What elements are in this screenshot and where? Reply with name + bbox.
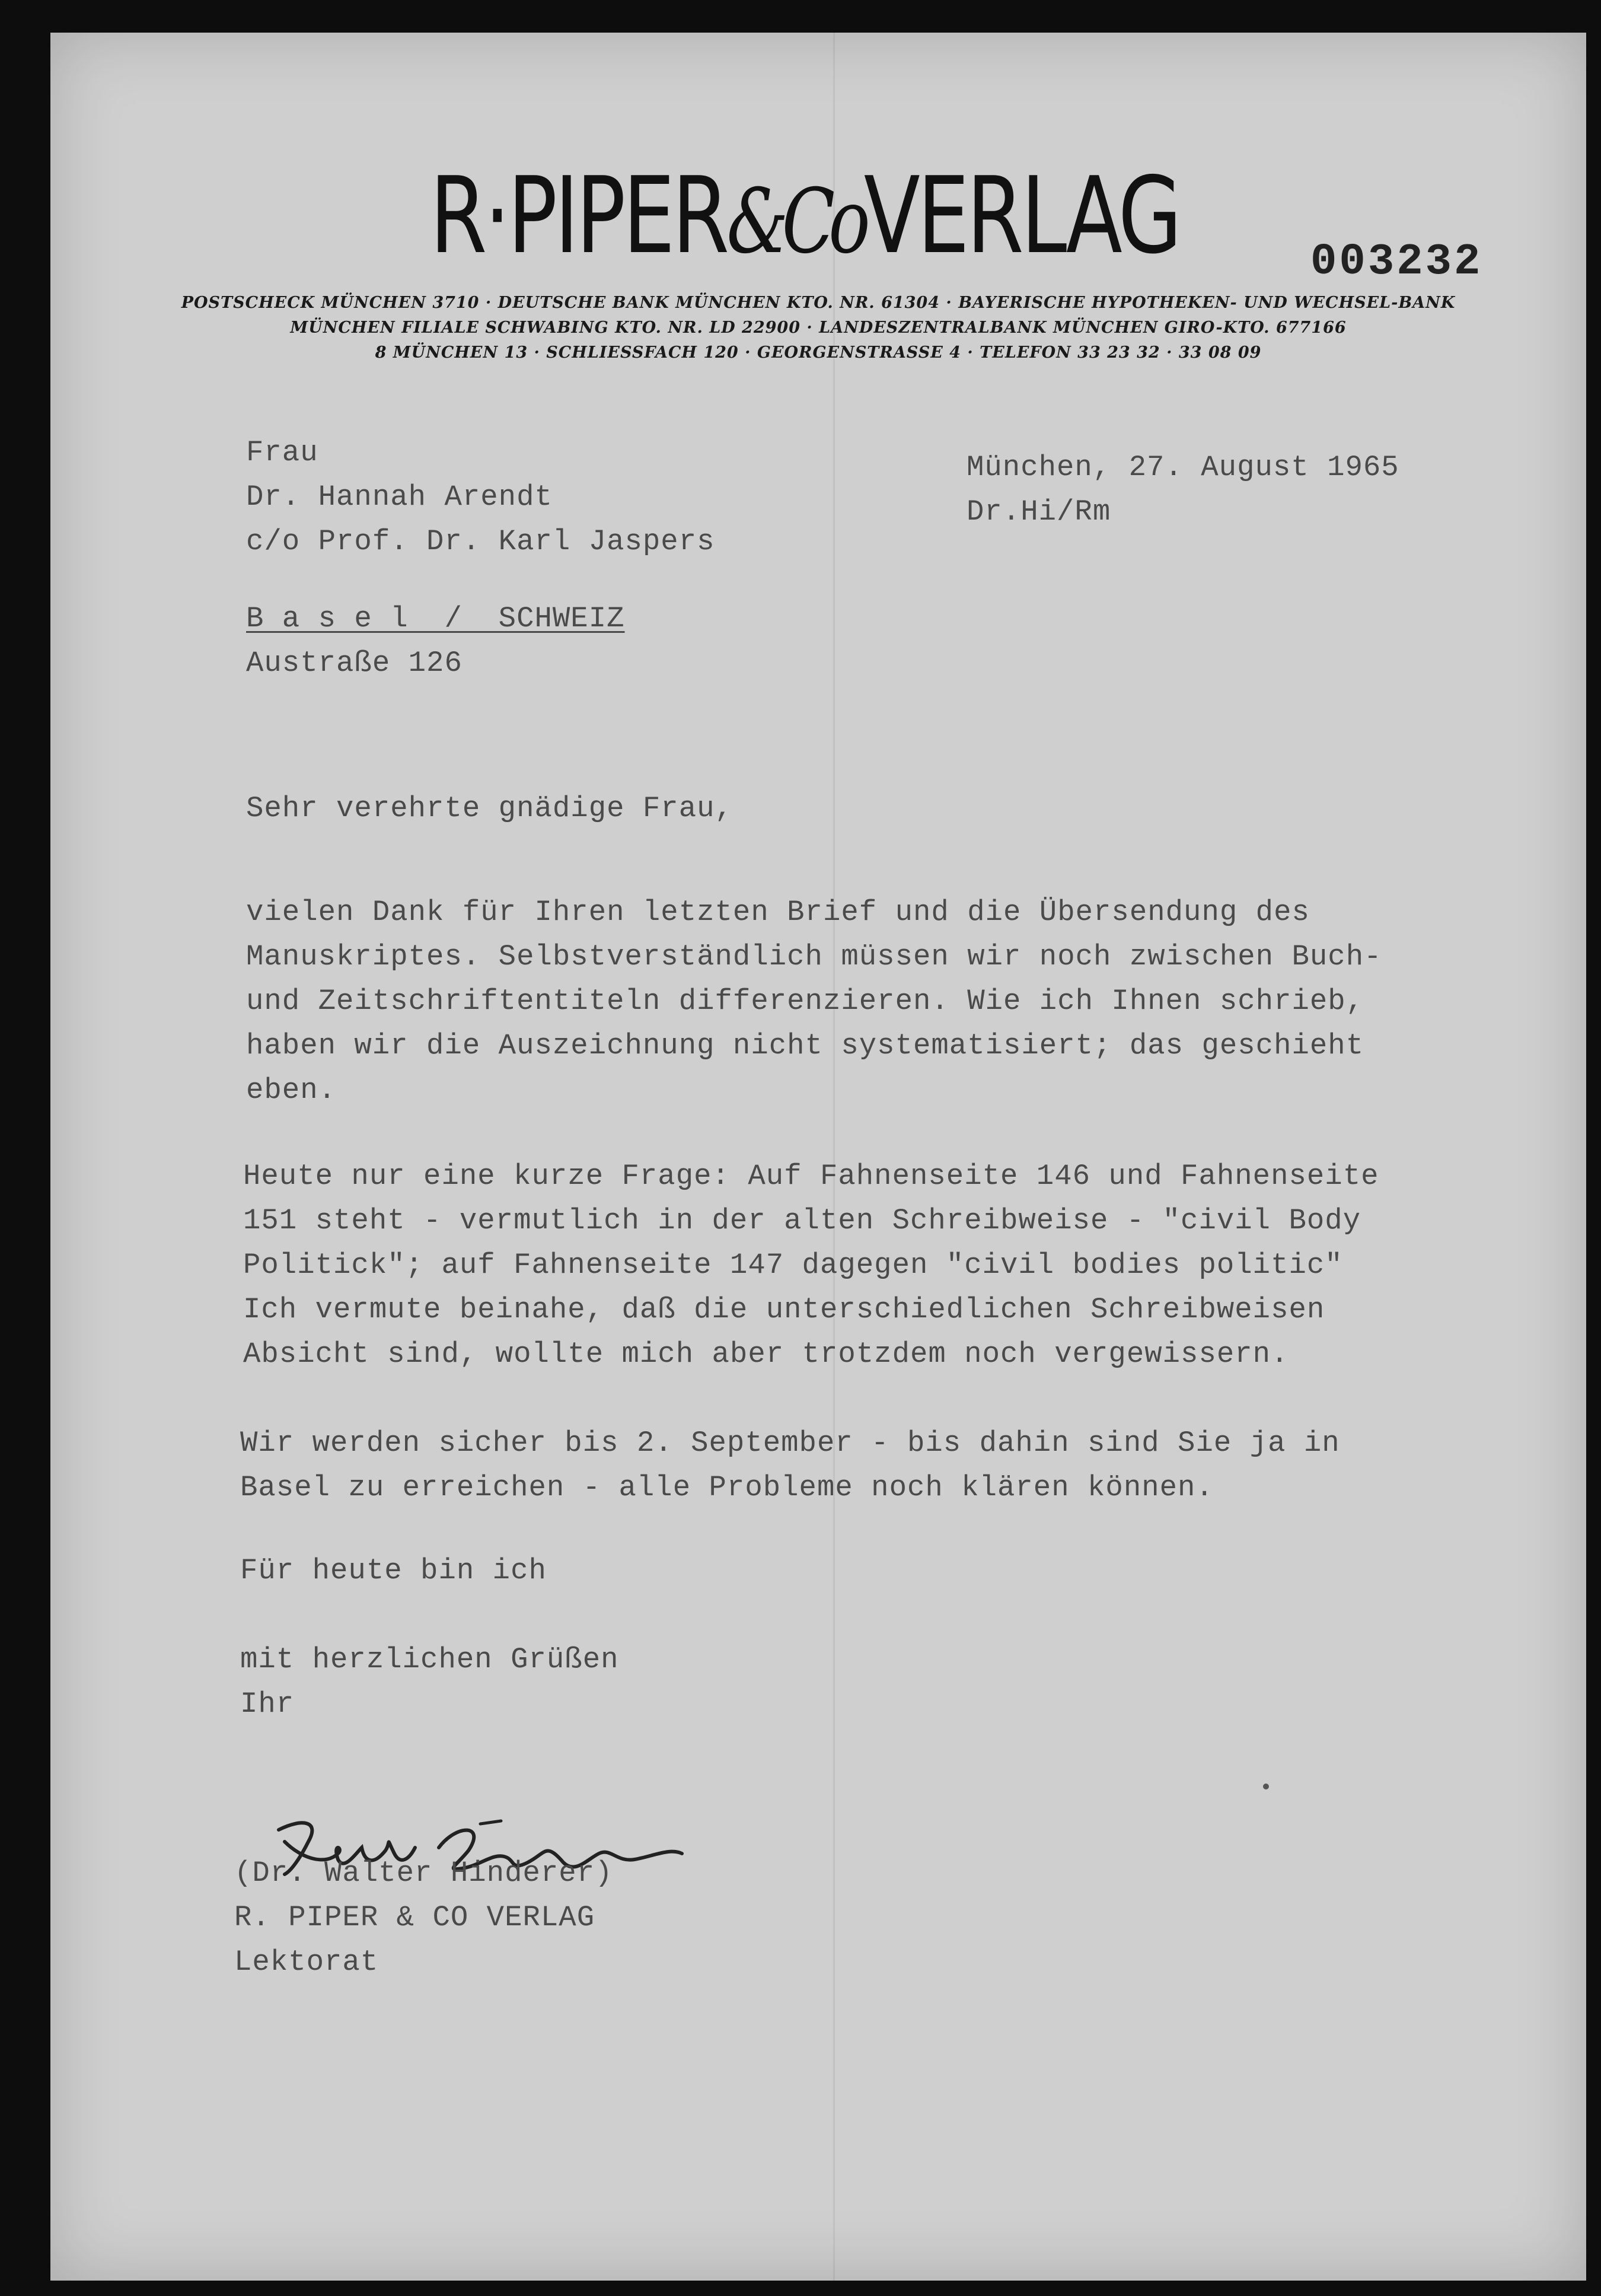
paragraph-1-line: vielen Dank für Ihren letzten Brief und die Übersendung des	[246, 896, 1310, 929]
letter-greeting: Sehr verehrte gnädige Frau,	[246, 792, 733, 825]
paragraph-1-line: eben.	[246, 1074, 337, 1107]
signer-department: Lektorat	[234, 1945, 379, 1979]
paragraph-1-line: Manuskriptes. Selbstverständlich müssen wir noch zwischen Buch-	[246, 940, 1382, 973]
recipient-city: B a s e l / SCHWEIZ	[246, 602, 625, 635]
address-phone-line: 8 MÜNCHEN 13 · SCHLIESSFACH 120 · GEORGENSTRASSE 4 · TELEFON 33 23 32 · 33 08 09	[375, 343, 1262, 362]
recipient-name: Dr. Hannah Arendt	[246, 480, 553, 514]
signer-company: R. PIPER & CO VERLAG	[234, 1901, 595, 1934]
paragraph-2-line: 151 steht - vermutlich in der alten Schreibweise - "civil Body	[243, 1204, 1361, 1237]
paragraph-3-line: Basel zu erreichen - alle Probleme noch klären können.	[240, 1471, 1214, 1504]
paragraph-2-line: Ich vermute beinahe, daß die unterschiedlichen Schreibweisen	[243, 1293, 1325, 1326]
paragraph-4: Für heute bin ich	[240, 1554, 547, 1587]
closing-regards: mit herzlichen Grüßen	[240, 1643, 619, 1676]
signer-name: (Dr. Walter Hinderer)	[234, 1856, 613, 1890]
paper-fold-crease	[833, 33, 835, 2281]
paragraph-2-line: Politick"; auf Fahnenseite 147 dagegen "civil bodies politic"	[243, 1249, 1343, 1282]
paragraph-1-line: und Zeitschriftentiteln differenzieren. Wie ich Ihnen schrieb,	[246, 985, 1364, 1018]
ink-dot	[1263, 1784, 1269, 1789]
document-number: 003232	[1310, 237, 1483, 287]
paragraph-2-line: Heute nur eine kurze Frage: Auf Fahnenseite 146 und Fahnenseite	[243, 1160, 1379, 1193]
reference-code: Dr.Hi/Rm	[967, 495, 1111, 528]
recipient-street: Austraße 126	[246, 647, 463, 680]
bank-details-line: POSTSCHECK MÜNCHEN 3710 · DEUTSCHE BANK MÜNCHEN KTO. NR. 61304 · BAYERISCHE HYPOTHEKEN- UND WECHSEL-BANK	[181, 294, 1456, 312]
paragraph-2-line: Absicht sind, wollte mich aber trotzdem noch vergewissern.	[243, 1338, 1289, 1371]
letterhead-name-left: R·PIPER	[430, 154, 727, 277]
publisher-letterhead	[430, 154, 1179, 277]
place-date: München, 27. August 1965	[967, 451, 1399, 484]
letterhead-name-right: VERLAG	[863, 154, 1179, 277]
letterhead-ampersand: &Co	[726, 170, 864, 273]
closing-ihr: Ihr	[240, 1687, 295, 1721]
recipient-care-of: c/o Prof. Dr. Karl Jaspers	[246, 525, 715, 558]
recipient-salutation: Frau	[246, 436, 318, 469]
bank-details-line: MÜNCHEN FILIALE SCHWABING KTO. NR. LD 22900 · LANDESZENTRALBANK MÜNCHEN GIRO-KTO. 677166	[290, 319, 1347, 337]
paragraph-3-line: Wir werden sicher bis 2. September - bis dahin sind Sie ja in	[240, 1426, 1340, 1460]
letter-page	[50, 33, 1586, 2281]
paragraph-1-line: haben wir die Auszeichnung nicht systematisiert; das geschieht	[246, 1029, 1364, 1062]
